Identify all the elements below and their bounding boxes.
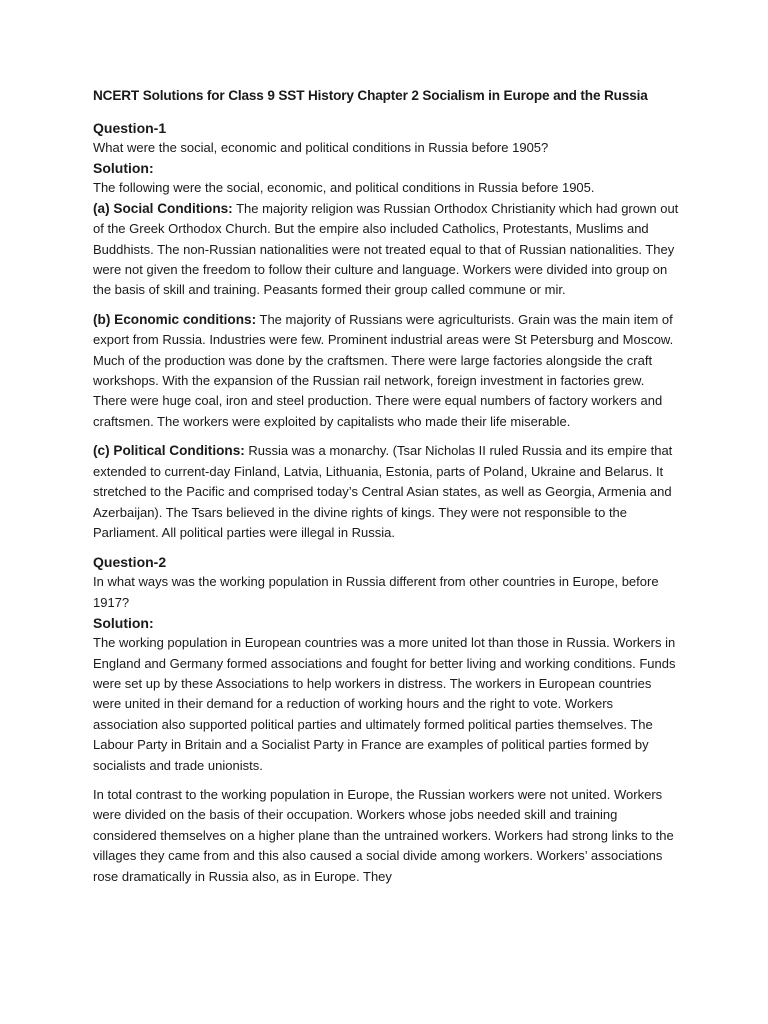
political-conditions-paragraph xyxy=(93,441,679,543)
social-conditions-text: The majority religion was Russian Orthodox Christianity which had grown out of the Greek Orthodox Church. But the empire also included Catholics, Protestants, Muslims and Buddhists. The non-Russian nationalities were not treated equal to that of Russian nationalities. They were not given the freedom to follow their culture and language. Workers were divided into group on the basis of skill and training. Peasants formed their group called commune or mir. xyxy=(93,200,679,298)
social-conditions-label: (a) Social Conditions: xyxy=(93,200,233,216)
political-conditions-text: Russia was a monarchy. (Tsar Nicholas II ruled Russia and its empire that extended to current-day Finland, Latvia, Lithuania, Estonia, parts of Poland, Ukraine and Belarus. It stretched to the Pacific and comprised today’s Central Asian states, as well as Georgia, Armenia and Azerbaijan). The Tsars believed in the divine rights of kings. They were not responsible to the Parliament. All political parties were illegal in Russia. xyxy=(93,443,673,540)
solution-1-intro xyxy=(93,178,679,300)
solution-2-paragraph-1: The working population in European countries was a more united lot than those in Russia. Workers in England and Germany formed associations and fought for better living and working conditions. Funds were set up by these Associations to help workers in distress. The workers in European countries were united in their demand for a reduction of working hours and the right to vote. Workers association also supported political parties and ultimately formed political parties themselves. The Labour Party in Britain and a Socialist Party in France are examples of political parties formed by socialists and trade unionists. xyxy=(93,635,676,773)
question-2-text: In what ways was the working population in Russia different from other countries in Europe, before 1917? xyxy=(93,574,659,610)
question-1-text: What were the social, economic and political conditions in Russia before 1905? xyxy=(93,140,549,155)
document-title: NCERT Solutions for Class 9 SST History Chapter 2 Socialism in Europe and the Russia xyxy=(93,88,648,103)
political-conditions-label: (c) Political Conditions: xyxy=(93,443,245,459)
solution-1-heading: Solution: xyxy=(93,160,154,177)
economic-conditions-paragraph xyxy=(93,310,679,432)
solution-1-intro-text: The following were the social, economic, and political conditions in Russia before 1905. xyxy=(93,180,595,196)
question-1-heading: Question-1 xyxy=(93,120,167,136)
economic-conditions-label: (b) Economic conditions: xyxy=(93,311,257,327)
question-1-section xyxy=(93,118,679,543)
question-2-section xyxy=(93,552,679,887)
solution-2-heading: Solution: xyxy=(93,615,154,632)
solution-2-paragraph-2: In total contrast to the working population in Europe, the Russian workers were not united. Workers were divided on the basis of their occupation. Workers whose jobs needed skill and training considered themselves on a higher plane than the untrained workers. Workers had strong links to the villages they came from and this also caused a social divide among workers. Workers’ associations rose dramatically in Russia also, as in Europe. They xyxy=(93,786,674,884)
document-page xyxy=(93,86,679,887)
question-2-heading: Question-2 xyxy=(93,554,167,571)
economic-conditions-text: The majority of Russians were agriculturists. Grain was the main item of export from Russia. Industries were few. Prominent industrial areas were St Petersburg and Moscow. Much of the production was done by the craftsmen. There were large factories alongside the craft workshops. With the expansion of the Russian rail network, foreign investment in factories grew. There were huge coal, iron and steel production. There were equal numbers of factory workers and craftsmen. The workers were exploited by capitalists who made their life miserable. xyxy=(93,311,674,429)
